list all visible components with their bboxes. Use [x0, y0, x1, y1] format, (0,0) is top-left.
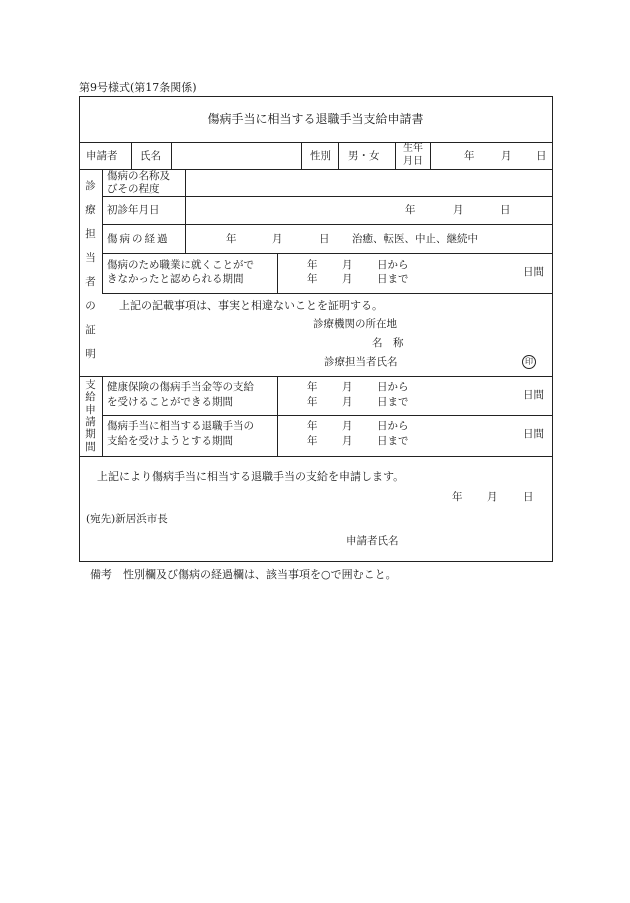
progress-label: 傷病の経過: [107, 233, 170, 245]
institution-address-label: 診療機関の所在地: [313, 318, 397, 330]
apply-period-label-line1: 傷病手当に相当する退職手当の: [107, 420, 254, 432]
progress-year-unit: 年: [226, 233, 237, 245]
unable-from-month-unit: 月: [342, 259, 353, 271]
birth-label-line1: 生年: [403, 143, 423, 154]
institution-name-char1: 名: [372, 337, 383, 349]
gender-options[interactable]: 男・女: [348, 150, 380, 162]
apply-period-label-line2: 支給を受けようとする期間: [107, 435, 233, 447]
applicant-name-label: 申請者氏名: [346, 535, 399, 547]
first-visit-month-unit: 月: [453, 204, 464, 216]
unable-from-year-unit: 年: [307, 259, 318, 271]
disease-name-label-line2: びその程度: [107, 183, 160, 195]
institution-name-char2: 称: [393, 337, 404, 349]
unable-work-label-line1: 傷病のため職業に就くことがで: [107, 259, 254, 271]
apply-until-day: 日まで: [377, 435, 409, 447]
seal-icon: 印: [522, 355, 536, 369]
birth-label-line2: 月日: [403, 156, 423, 167]
apply-from-month-unit: 月: [342, 420, 353, 432]
name-label: 氏名: [140, 150, 161, 162]
application-year-unit: 年: [452, 491, 463, 503]
progress-day-unit: 日: [319, 233, 330, 245]
birth-month-unit: 月: [501, 150, 512, 162]
insurance-days-unit: 日間: [523, 389, 544, 401]
gender-label: 性別: [310, 150, 331, 162]
application-day-unit: 日: [523, 491, 534, 503]
form-number: 第9号様式(第17条関係): [79, 81, 197, 94]
doctor-certification-label: 診 療 担 当 者 の 証 明: [85, 179, 96, 360]
remark-text: 備考 性別欄及び傷病の経過欄は、該当事項を○で囲むこと。: [90, 568, 397, 581]
insurance-from-month-unit: 月: [342, 381, 353, 393]
first-visit-day-unit: 日: [500, 204, 511, 216]
disease-name-label-line1: 傷病の名称及: [107, 170, 170, 182]
apply-from-year-unit: 年: [307, 420, 318, 432]
apply-until-year-unit: 年: [307, 435, 318, 447]
unable-until-day: 日まで: [377, 273, 409, 285]
form-title: 傷病手当に相当する退職手当支給申請書: [207, 112, 424, 126]
insurance-until-year-unit: 年: [307, 396, 318, 408]
application-text: 上記により傷病手当に相当する退職手当の支給を申請します。: [97, 470, 405, 483]
apply-until-month-unit: 月: [342, 435, 353, 447]
apply-days-unit: 日間: [523, 428, 544, 440]
first-visit-label: 初診年月日: [107, 204, 160, 216]
insurance-until-month-unit: 月: [342, 396, 353, 408]
birth-year-unit: 年: [464, 150, 475, 162]
unable-from-day: 日から: [377, 259, 409, 271]
disease-name-field[interactable]: [186, 169, 552, 196]
application-month-unit: 月: [487, 491, 498, 503]
insurance-from-year-unit: 年: [307, 381, 318, 393]
birth-day-unit: 日: [536, 150, 547, 162]
name-field[interactable]: [171, 142, 301, 169]
insurance-period-label-line2: を受けることができる期間: [107, 396, 233, 408]
benefit-period-label: 支 給 申 請 期 間: [85, 378, 96, 453]
progress-options[interactable]: 治癒、転医、中止、継続中: [352, 233, 478, 245]
first-visit-year-unit: 年: [405, 204, 416, 216]
unable-until-year-unit: 年: [307, 273, 318, 285]
doctor-name-label: 診療担当者氏名: [324, 356, 398, 368]
certification-text: 上記の記載事項は、事実と相違ないことを証明する。: [119, 299, 383, 312]
insurance-from-day: 日から: [377, 381, 409, 393]
addressee: (宛先)新居浜市長: [86, 513, 168, 525]
apply-from-day: 日から: [377, 420, 409, 432]
insurance-period-label-line1: 健康保険の傷病手当金等の支給: [107, 381, 254, 393]
insurance-until-day: 日まで: [377, 396, 409, 408]
unable-days-unit: 日間: [523, 266, 544, 278]
progress-month-unit: 月: [272, 233, 283, 245]
unable-until-month-unit: 月: [342, 273, 353, 285]
applicant-label: 申請者: [86, 150, 118, 162]
unable-work-label-line2: きなかったと認められる期間: [107, 273, 244, 285]
